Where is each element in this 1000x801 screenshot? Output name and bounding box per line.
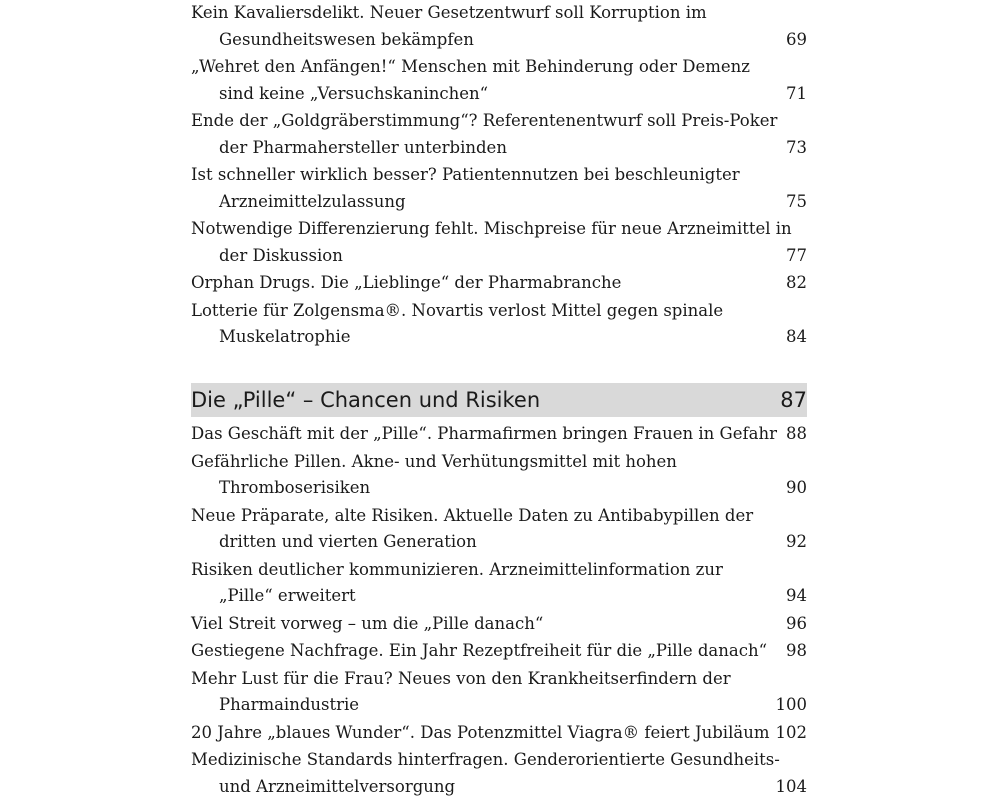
toc-entry-page-number: 90 <box>786 478 807 497</box>
toc-entry-title: Kein Kavaliersdelikt. Neuer Gesetzentwurf soll Korruption im <box>191 3 707 22</box>
toc-entry-page-number: 100 <box>775 695 807 714</box>
toc-entry-page-number: 84 <box>786 327 807 346</box>
toc-entry <box>191 666 807 719</box>
toc-entry <box>191 449 807 502</box>
toc-entry-title-continued: Gesundheitswesen bekämpfen <box>219 29 474 49</box>
toc-entry-title-continued: der Diskussion <box>219 245 343 265</box>
toc-entry-title: Risiken deutlicher kommunizieren. Arzneimittelinformation zur <box>191 559 723 579</box>
section-title: Die „Pille“ – Chancen und Risiken <box>191 388 541 412</box>
section-page-number: 87 <box>780 388 807 412</box>
toc-entry <box>191 611 807 638</box>
toc-entry <box>191 216 807 269</box>
toc-entry-title-continued: Arzneimittelzulassung <box>219 191 406 211</box>
toc-entry-title: Mehr Lust für die Frau? Neues von den Krankheitserfindern der <box>191 668 731 688</box>
toc-entry-page-number: 69 <box>786 29 807 49</box>
toc-entry <box>191 108 807 161</box>
toc-entry-page-number: 102 <box>775 722 807 742</box>
toc-entry-title-continued: Thromboserisiken <box>219 478 371 497</box>
toc-entry-title: Gefährliche Pillen. Akne- und Verhütungsmittel mit hohen <box>191 451 677 471</box>
toc-entry-title: Viel Streit vorweg – um die „Pille danach“ <box>191 613 544 633</box>
toc-entry-page-number: 82 <box>786 273 807 292</box>
section-header <box>191 383 807 417</box>
toc-entry-title: Medizinische Standards hinterfragen. Genderorientierte Gesundheits- <box>191 750 780 769</box>
toc-entry <box>191 270 807 297</box>
toc-entry-title: Lotterie für Zolgensma®. Novartis verlost Mittel gegen spinale <box>191 300 724 320</box>
toc-entry-title: 20 Jahre „blaues Wunder“. Das Potenzmittel Viagra® feiert Jubiläum <box>191 722 770 742</box>
toc-entry-title-continued: der Pharmahersteller unterbinden <box>219 137 507 157</box>
toc-entry <box>191 421 807 448</box>
toc-entry-page-number: 77 <box>786 245 807 265</box>
toc-entry <box>191 557 807 610</box>
toc-entry-page-number: 96 <box>786 613 807 633</box>
toc-entry-title-continued: Muskelatrophie <box>219 327 351 346</box>
toc-entry-page-number: 104 <box>775 776 807 796</box>
toc-entry-title-continued: sind keine „Versuchskaninchen“ <box>219 83 489 103</box>
toc-entry <box>191 638 807 665</box>
toc-entry <box>191 0 807 53</box>
toc-entry-page-number: 94 <box>786 586 807 605</box>
toc-entry-page-number: 75 <box>786 191 807 211</box>
toc-entry <box>191 298 807 351</box>
toc-entry-title: Orphan Drugs. Die „Lieblinge“ der Pharmabranche <box>191 273 622 292</box>
toc-entry-title-continued: und Arzneimittelversorgung <box>219 776 456 796</box>
toc-entry-title: „Wehret den Anfängen!“ Menschen mit Behinderung oder Demenz <box>191 57 750 76</box>
toc-entry-page-number: 71 <box>786 83 807 103</box>
toc-entry-title: Neue Präparate, alte Risiken. Aktuelle Daten zu Antibabypillen der <box>191 505 754 525</box>
toc-entry <box>191 503 807 556</box>
toc-entry <box>191 162 807 215</box>
toc-entry-title-continued: „Pille“ erweitert <box>219 586 356 605</box>
toc-list-top <box>191 0 807 352</box>
toc-entry <box>191 54 807 107</box>
toc-entry-title-continued: Pharmaindustrie <box>219 695 360 714</box>
toc-entry-page-number: 98 <box>786 641 807 660</box>
toc-entry-title: Das Geschäft mit der „Pille“. Pharmafirmen bringen Frauen in Gefahr <box>191 424 777 443</box>
toc-entry-title-continued: dritten und vierten Generation <box>219 532 477 551</box>
toc-entry-page-number: 92 <box>786 532 807 551</box>
toc-entry-page-number: 88 <box>786 424 807 443</box>
toc-list-bottom <box>191 421 807 801</box>
toc-entry-title: Gestiegene Nachfrage. Ein Jahr Rezeptfreiheit für die „Pille danach“ <box>191 641 768 660</box>
toc-entry-page-number: 73 <box>786 137 807 157</box>
toc-entry <box>191 720 807 747</box>
toc-entry-title: Ist schneller wirklich besser? Patientennutzen bei beschleunigter <box>191 165 740 184</box>
toc-entry-title: Ende der „Goldgräberstimmung“? Referentenentwurf soll Preis-Poker <box>191 111 778 130</box>
toc-entry-title: Notwendige Differenzierung fehlt. Mischpreise für neue Arzneimittel in <box>191 219 792 238</box>
toc-entry <box>191 747 807 800</box>
